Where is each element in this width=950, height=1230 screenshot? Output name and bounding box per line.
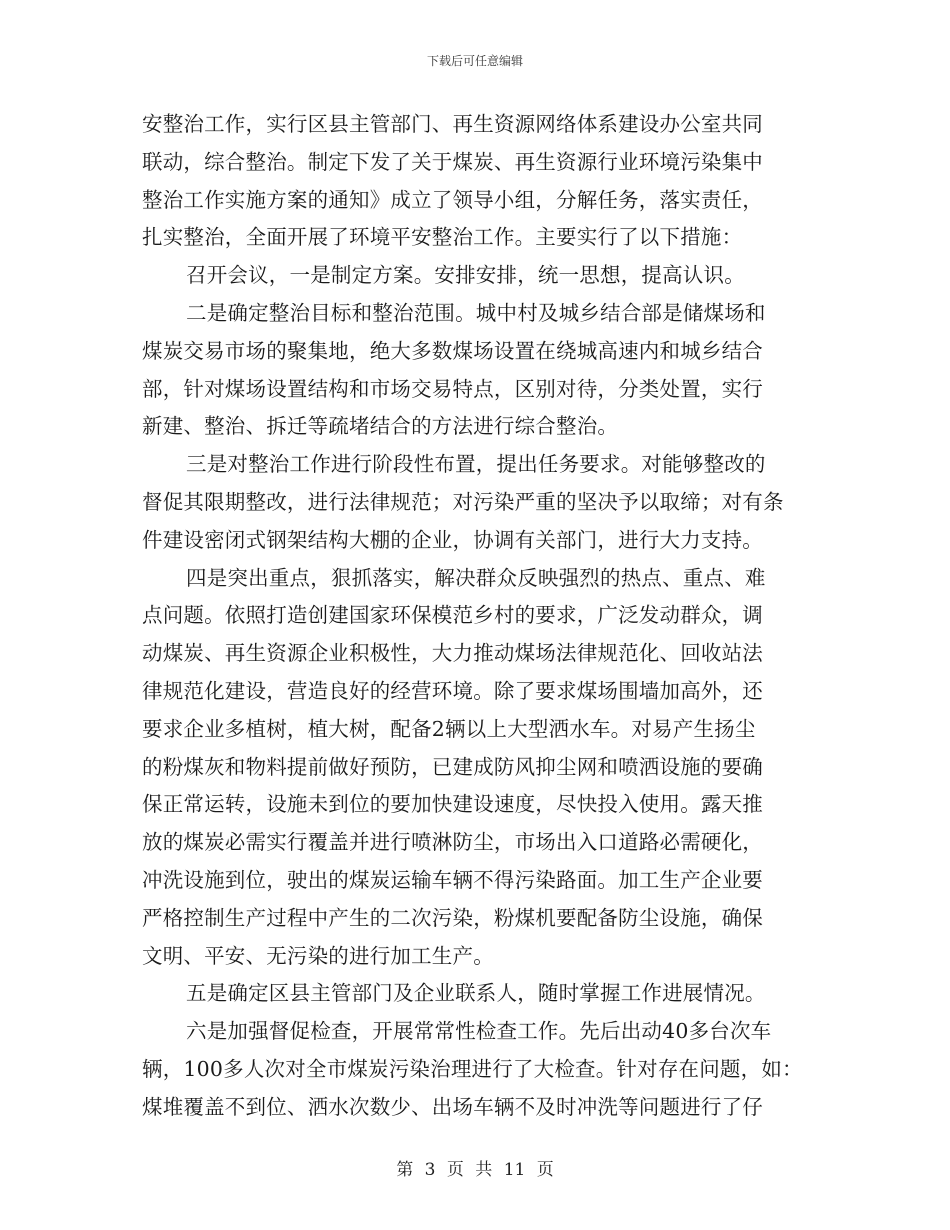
text-line: 严格控制生产过程中产生的二次污染，粉煤机要配备防尘设施，确保: [142, 905, 763, 930]
text-line: 煤堆覆盖不到位、洒水次数少、出场车辆不及时冲洗等问题进行了仔: [142, 1094, 763, 1119]
text-line: 动煤炭、再生资源企业积极性，大力推动煤场法律规范化、回收站法: [142, 641, 763, 666]
text-line: 六是加强督促检查，开展常常性检查工作。先后出动40多台次车: [186, 1019, 772, 1044]
text-line: 三是对整治工作进行阶段性布置，提出任务要求。对能够整改的: [186, 452, 766, 477]
text-line: 四是突出重点，狠抓落实，解决群众反映强烈的热点、重点、难: [186, 565, 766, 590]
text-line: 的粉煤灰和物料提前做好预防，已建成防风抑尘网和喷洒设施的要确: [142, 754, 763, 779]
text-line: 联动，综合整治。制定下发了关于煤炭、再生资源行业环境污染集中: [142, 149, 763, 174]
document-body: [142, 106, 802, 1127]
text-line: 冲洗设施到位，驶出的煤炭运输车辆不得污染路面。加工生产企业要: [142, 867, 763, 892]
text-line: 五是确定区县主管部门及企业联系人，随时掌握工作进展情况。: [186, 981, 766, 1006]
text-line: 督促其限期整改，进行法律规范；对污染严重的坚决予以取缔；对有条: [142, 489, 784, 514]
text-line: 新建、整治、拆迁等疏堵结合的方法进行综合整治。: [142, 414, 619, 439]
text-line: 保正常运转，设施未到位的要加快建设速度，尽快投入使用。露天推: [142, 792, 763, 817]
text-line: 文明、平安、无污染的进行加工生产。: [142, 943, 494, 968]
text-line: 部，针对煤场设置结构和市场交易特点，区别对待，分类处置，实行: [142, 376, 763, 401]
text-line: 二是确定整治目标和整治范围。城中村及城乡结合部是储煤场和: [186, 300, 766, 325]
text-line: 召开会议，一是制定方案。安排安排，统一思想，提高认识。: [186, 263, 745, 288]
text-line: 放的煤炭必需实行覆盖并进行喷淋防尘，市场出入口道路必需硬化，: [142, 830, 763, 855]
text-line: 扎实整治，全面开展了环境平安整治工作。主要实行了以下措施：: [142, 225, 743, 250]
text-line: 要求企业多植树，植大树，配备2辆以上大型洒水车。对易产生扬尘: [142, 716, 756, 741]
text-line: 件建设密闭式钢架结构大棚的企业，协调有关部门，进行大力支持。: [142, 527, 763, 552]
text-line: 辆，100多人次对全市煤炭污染治理进行了大检查。针对存在问题，如：: [142, 1056, 803, 1081]
text-line: 点问题。依照打造创建国家环保模范乡村的要求，广泛发动群众，调: [142, 603, 763, 628]
text-line: 整治工作实施方案的通知》成立了领导小组，分解任务，落实责任，: [142, 187, 763, 212]
text-line: 安整治工作，实行区县主管部门、再生资源网络体系建设办公室共同: [142, 112, 763, 136]
text-line: 律规范化建设，营造良好的经营环境。除了要求煤场围墙加高外，还: [142, 678, 763, 703]
page-header: 下载后可任意编辑: [426, 54, 523, 68]
page-footer: 第 3 页 共 11 页: [396, 1160, 554, 1180]
text-line: 煤炭交易市场的聚集地，绝大多数煤场设置在绕城高速内和城乡结合: [142, 338, 763, 363]
